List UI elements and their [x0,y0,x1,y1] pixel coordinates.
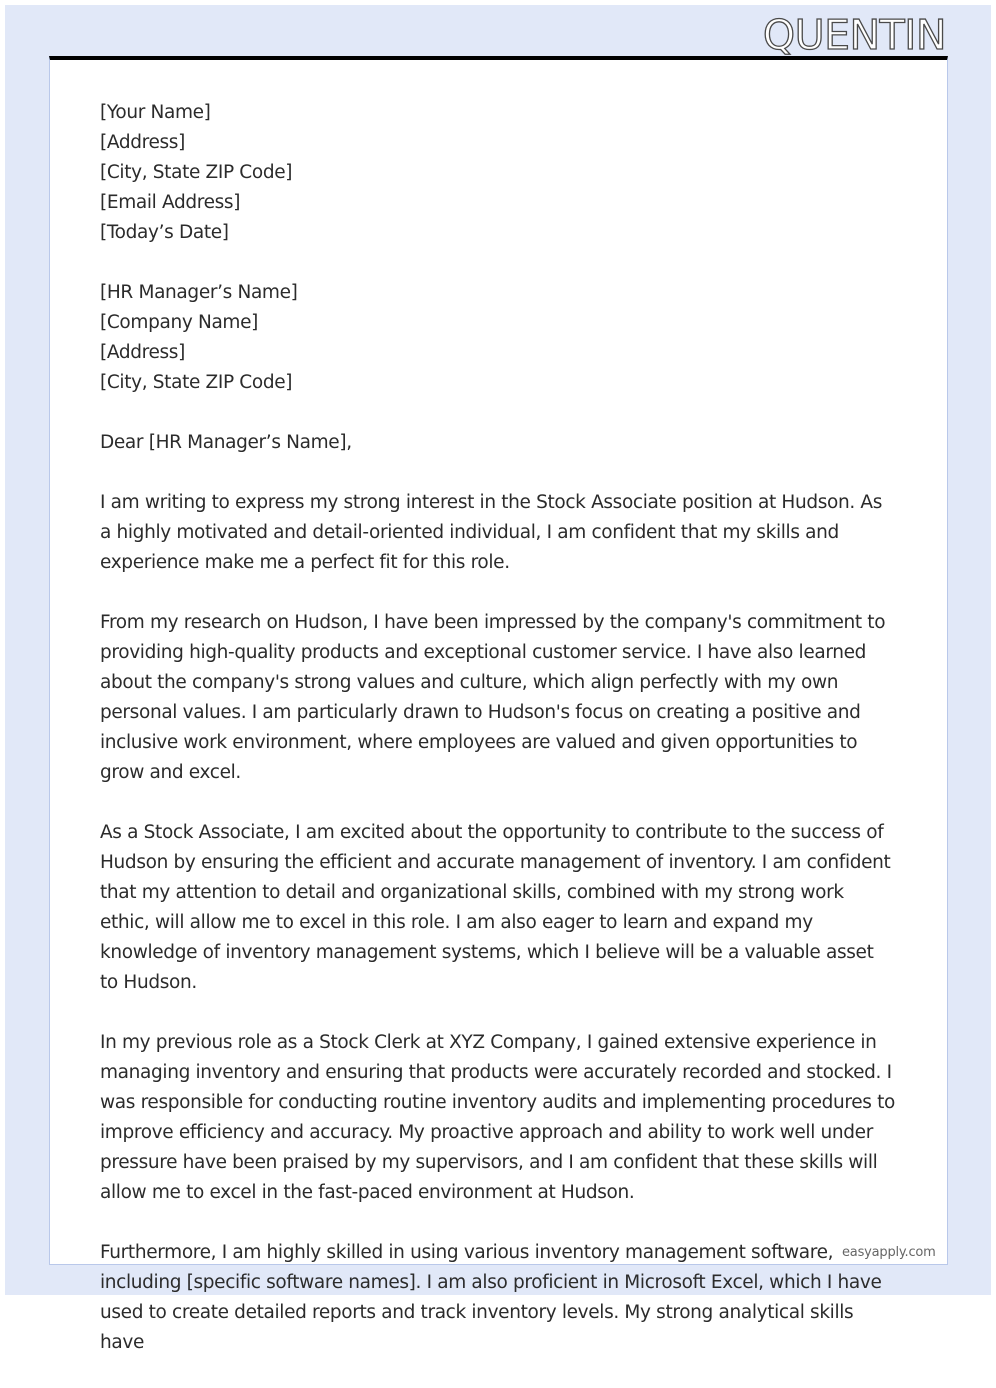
paragraph-software-skills: Furthermore, I am highly skilled in using various inventory management software, including [specific software names]. I am also proficient in Microsoft Excel, which I have used to create detailed reports and track inventory levels. My strong analytical skills have [100,1242,882,1353]
paragraph-company-research: From my research on Hudson, I have been impressed by the company's commitment to providing high-quality products and exceptional customer service. I have also learned about the company's strong values and culture, which align perfectly with my own personal values. I am particularly drawn to Hudson's focus on creating a positive and inclusive work environment, where employees are valued and given opportunities to grow and excel. [100,612,886,783]
paragraph-intro: I am writing to express my strong interest in the Stock Associate position at Hudson. As a highly motivated and detail-oriented individual, I am confident that my skills and experience make me a perfect fit for this role. [100,492,883,573]
recipient-city-state-zip: [City, State ZIP Code] [100,372,293,393]
salutation: Dear [HR Manager’s Name], [100,432,352,453]
sender-email: [Email Address] [100,192,241,213]
recipient-company: [Company Name] [100,312,259,333]
sender-city-state-zip: [City, State ZIP Code] [100,162,293,183]
paragraph-previous-experience: In my previous role as a Stock Clerk at XYZ Company, I gained extensive experience in managing inventory and ensuring that products were accurately recorded and stocked. I was responsible for conducting routine inventory audits and implementing procedures to improve efficiency and accuracy. My proactive approach and ability to work well under pressure have been praised by my supervisors, and I am confident that these skills will allow me to excel in the fast-paced environment at Hudson. [100,1032,895,1203]
watermark-link: easyapply.com [842,1245,936,1260]
recipient-address: [Address] [100,342,185,363]
brand-logo: QUENTIN [762,11,946,59]
cover-letter-body [100,98,896,1388]
sender-address: [Address] [100,132,185,153]
recipient-block [100,278,896,398]
sender-name: [Your Name] [100,102,211,123]
sender-block [100,98,896,248]
recipient-name: [HR Manager’s Name] [100,282,298,303]
letter-date: [Today’s Date] [100,222,229,243]
paragraph-role-contribution: As a Stock Associate, I am excited about the opportunity to contribute to the success of Hudson by ensuring the efficient and accurate management of inventory. I am confident that my attention to detail and organizational skills, combined with my strong work ethic, will allow me to excel in this role. I am also eager to learn and expand my knowledge of inventory management systems, which I believe will be a valuable asset to Hudson. [100,822,891,993]
